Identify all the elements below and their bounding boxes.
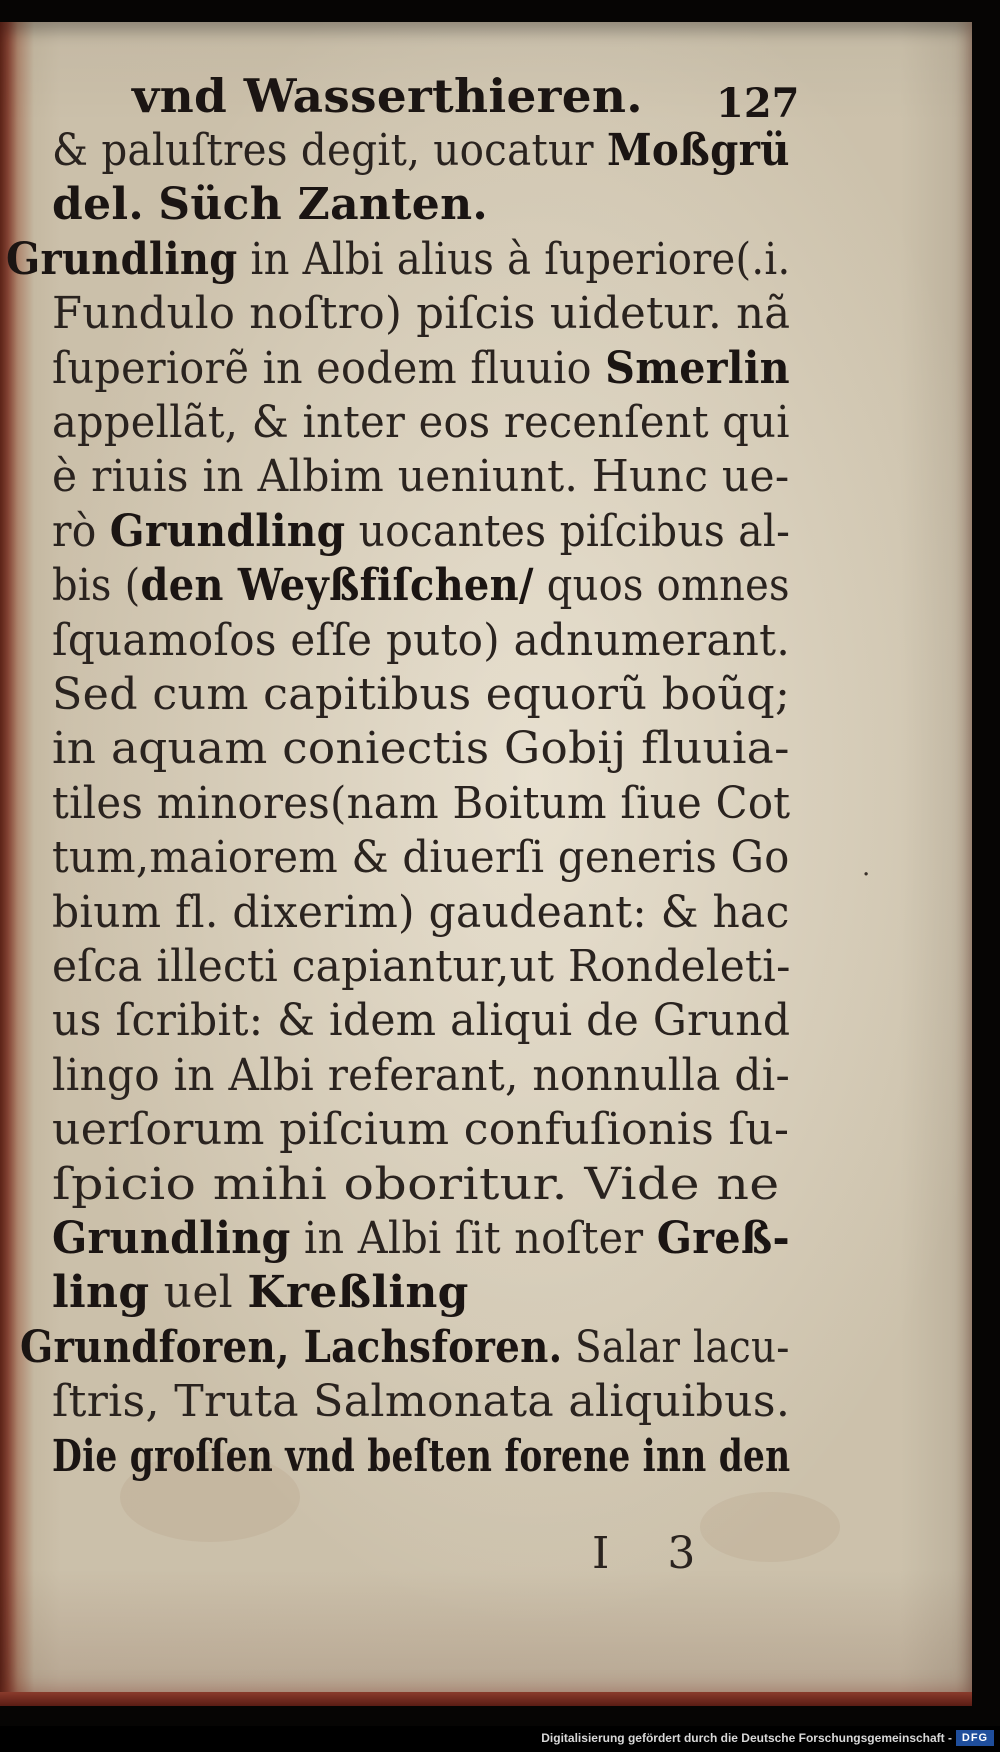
latin-segment: & paluſtres degit, uocatur [52,125,607,176]
latin-segment: tum,maiorem & diuerſi generis Go [52,832,790,884]
latin-segment: bis ( [52,560,141,612]
latin-segment [144,179,158,230]
fraktur-segment: del. [52,179,144,231]
page-bottom-edge [0,1692,972,1706]
fraktur-segment: Grundforen, Lachsforen. [20,1321,563,1373]
text-line [52,884,790,941]
text-line [52,394,790,451]
fraktur-segment: Greß- [656,1213,790,1264]
paper-stain [700,1492,840,1562]
latin-segment: Sed cum capitibus equorũ boũq; [52,669,791,720]
text-line [52,1047,790,1104]
text-line [52,775,790,832]
text-line [52,340,790,397]
signature-mark: I 3 [592,1528,718,1579]
latin-segment: tiles minores(nam Boitum ſiue Cot [52,777,791,829]
text-line [20,1319,790,1376]
text-line [52,992,790,1049]
latin-segment: in Albi ſit noſter [290,1213,657,1264]
latin-segment: ſuperiorẽ in eodem fluuio [52,342,606,394]
latin-segment: in Albi alius à ſuperiore(.i. [237,233,791,285]
latin-segment: rò [52,505,110,557]
latin-segment: quos omnes [533,560,790,612]
fraktur-segment: den Weyßfiſchen/ [140,560,534,612]
text-line [52,1101,789,1158]
text-line [52,448,789,505]
latin-segment: us ſcribit: & idem aliqui de Grund [52,995,791,1047]
fraktur-segment: Kreßling [247,1267,469,1319]
dfg-logo: DFG [956,1730,994,1746]
latin-segment: eſca illecti capiantur,ut Rondeleti- [52,941,791,992]
latin-segment: Fundulo noſtro) piſcis uidetur. nã [52,288,791,340]
latin-segment: uocantes piſcibus al- [345,505,791,557]
text-line [52,1373,790,1430]
fraktur-segment: Die groſſen vnd beſten forene inn den [52,1430,791,1482]
fraktur-segment: Süch Zanten. [158,179,489,231]
digitization-credit: Digitalisierung gefördert durch die Deutsche Forschungsgemeinschaft - [541,1731,952,1745]
text-line [6,231,790,288]
text-line [52,829,790,886]
text-line [52,285,790,342]
fraktur-segment: Grundling [52,1213,291,1264]
latin-segment: uerſorum piſcium confuſionis ſu- [52,1104,790,1156]
fraktur-segment: Grundling [109,505,346,557]
latin-segment: è riuis in Albim ueniunt. Hunc ue- [52,451,790,503]
text-line [52,938,791,995]
latin-segment: uel [149,1267,248,1319]
latin-segment: bium fl. dixerim) gaudeant: & hac [52,886,790,938]
text-line [52,1428,790,1485]
fraktur-segment: Moßgrü [606,125,790,176]
text-line [52,720,790,777]
latin-segment: Salar lacu- [562,1321,790,1373]
latin-segment: ſtris, Truta Salmonata aliquibus. [52,1376,791,1428]
fraktur-segment: ling [52,1267,150,1319]
text-line [52,557,790,614]
margin-mark: · [862,860,871,890]
text-line [52,122,790,179]
text-line [52,666,790,723]
latin-segment: appellãt, & inter eos recenſent qui [52,397,790,448]
text-line [52,503,790,560]
text-line [52,1264,469,1321]
text-line [52,612,790,669]
page-number: 127 [716,80,800,127]
text-line [52,1210,790,1267]
latin-segment: in aquam coniectis Gobij fluuia- [52,723,790,775]
text-line [52,176,488,233]
latin-segment: lingo in Albi referant, nonnulla di- [52,1049,791,1101]
latin-segment: ſquamoſos eſſe puto) adnumerant. [52,614,790,666]
latin-segment: ſpicio mihi oboritur. Vide ne [52,1158,780,1210]
fraktur-segment: Grundling [6,233,238,285]
running-title: vnd Wasserthieren. [132,69,643,123]
text-line [52,1156,780,1213]
fraktur-segment: Smerlin [605,342,790,394]
